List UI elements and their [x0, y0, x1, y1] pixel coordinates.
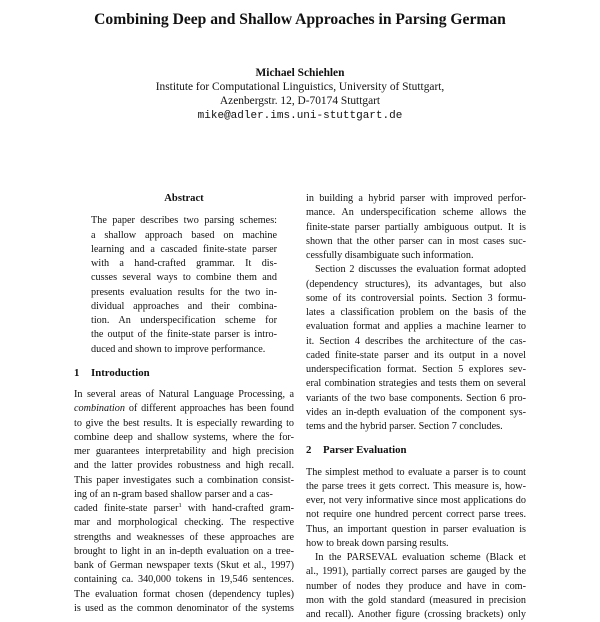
text-line: Section 2 discusses the evaluation format adopted [306, 263, 526, 277]
right-column [306, 192, 526, 622]
text-line: Thus, an important question in parser evaluation is [306, 523, 526, 537]
text-line: The paper describes two parsing schemes: [91, 214, 277, 228]
text-line: The evaluation format chosen (dependency tuples) [74, 588, 294, 602]
text-line: and recall). Another figure (crossing brackets) only [306, 608, 526, 622]
text-line: The simplest method to evaluate a parser is to count [306, 466, 526, 480]
text-line: number of nodes they produce and have in com- [306, 580, 526, 594]
text-line: and the latter provides robustness and high recall. [74, 459, 294, 473]
text-line: combination of different approaches has been found [74, 402, 294, 416]
text-line: to give the best results. It is especially rewarding to [74, 417, 294, 431]
text-line: presents evaluation results for the two in- [91, 286, 277, 300]
text-line: vides an in-depth evaluation of the component sys- [306, 406, 526, 420]
text-line: how to break down parsing results. [306, 537, 526, 551]
section-title: Parser Evaluation [323, 444, 406, 456]
text-line: finite-state parser partially ambiguous output. It is [306, 221, 526, 235]
text-line: caded finite-state parser and its output in a novel [306, 349, 526, 363]
section-title: Introduction [91, 367, 150, 379]
text-line: it. Section 4 describes the architecture of the cas- [306, 335, 526, 349]
text-line: ing of an n-gram based shallow parser and a cas- [74, 488, 294, 502]
text-line: This paper investigates such a combination consist- [74, 474, 294, 488]
author-block [0, 66, 600, 123]
paper-title: Combining Deep and Shallow Approaches in Parsing German [0, 11, 600, 29]
section-2-heading [306, 443, 526, 457]
text-line: caded finite-state parser$^1$ with hand-crafted gram- [74, 502, 294, 516]
footnote-marker: 1 [178, 502, 181, 509]
text-line: a shallow approach based on machine [91, 229, 277, 243]
text-line: (dependency structures), its advantages, but also [306, 278, 526, 292]
text-line: lates a classification problem on the basis of the [306, 306, 526, 320]
text-line: shown that the other parser can in most cases suc- [306, 235, 526, 249]
text-line: brought to light in an in-depth evaluation on a tree- [74, 545, 294, 559]
text-line: mon with the gold standard (measured in precision [306, 594, 526, 608]
text-line: strengths and weaknesses of these approaches are [74, 531, 294, 545]
text-line: not require one hundred percent correct parse trees. [306, 508, 526, 522]
text-line: the output of the finite-state parser is intro- [91, 328, 277, 342]
text-line: mer guarantees interpretability and high precision [74, 445, 294, 459]
author-address: Azenbergstr. 12, D-70174 Stuttgart [0, 94, 600, 108]
author-name: Michael Schiehlen [0, 66, 600, 80]
text-line: cessfully disambiguate such information. [306, 249, 526, 263]
text-line: underspecification format. Section 5 explores sev- [306, 363, 526, 377]
text-line: is used as the common denominator of the systems [74, 602, 294, 616]
text-line: In the PARSEVAL evaluation scheme (Black et [306, 551, 526, 565]
abstract-body [91, 214, 277, 357]
section-number: 1 [74, 366, 91, 380]
text-line: evaluation format and applies a machine learner to [306, 320, 526, 334]
section-1-body [74, 388, 294, 616]
text-line: some of its controversial points. Section 3 formu- [306, 292, 526, 306]
text-line: al., 1991), partially correct parses are gauged by the [306, 565, 526, 579]
intro-continuation [306, 192, 526, 434]
text-line: the parse trees it gets correct. This measure is, how- [306, 480, 526, 494]
text-line: with a hand-crafted grammar. It dis- [91, 257, 277, 271]
text-line: eral combination strategies and tests them on several [306, 377, 526, 391]
text-line: duced and shown to improve performance. [91, 343, 277, 357]
section-1-heading [74, 366, 294, 380]
text-line: in building a hybrid parser with improved perfor- [306, 192, 526, 206]
text-line: containing ca. 340,000 tokens in 19,546 sentences. [74, 573, 294, 587]
text-line: tems and the hybrid parser. Section 7 concludes. [306, 420, 526, 434]
text-line: learning and a cascaded finite-state parser [91, 243, 277, 257]
text-line: mance. An underspecification scheme allows the [306, 206, 526, 220]
text-line: combine deep and shallow systems, where the for- [74, 431, 294, 445]
abstract-heading: Abstract [74, 192, 294, 206]
text-line: ever, not very informative since most applications do [306, 494, 526, 508]
author-affiliation: Institute for Computational Linguistics, University of Stuttgart, [0, 80, 600, 94]
text-line: tion. An underspecification scheme for [91, 314, 277, 328]
text-line: In several areas of Natural Language Processing, a [74, 388, 294, 402]
text-line: dividual approaches and their combina- [91, 300, 277, 314]
emphasis: combination [74, 403, 125, 414]
section-2-body [306, 466, 526, 622]
text-line: bank of German newspaper texts (Skut et al., 1997) [74, 559, 294, 573]
text-line: variants of the two base components. Section 6 pro- [306, 392, 526, 406]
left-column [74, 192, 294, 616]
section-number: 2 [306, 443, 323, 457]
author-email: mike@adler.ims.uni-stuttgart.de [0, 109, 600, 123]
text-line: cusses several ways to combine them and [91, 271, 277, 285]
text-line: mar and morphological checking. The respective [74, 516, 294, 530]
